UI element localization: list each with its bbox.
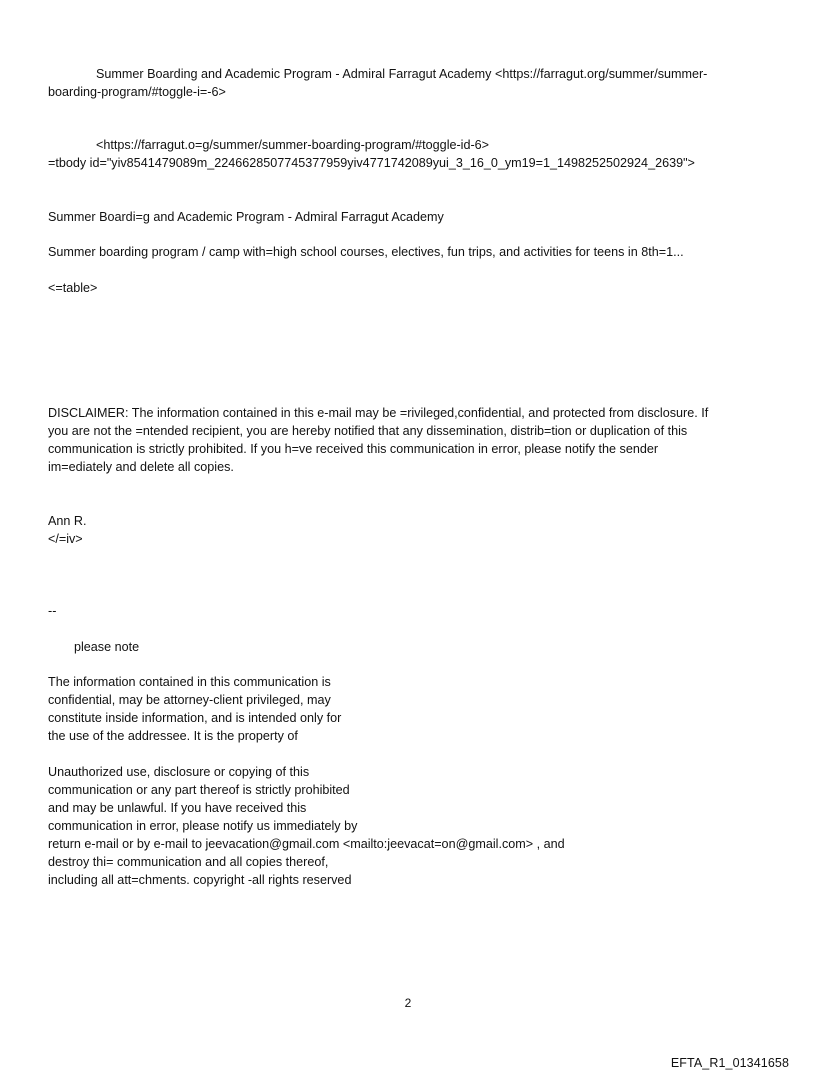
note-line: confidential, may be attorney-client privileged, may <box>48 693 331 707</box>
separator: -- <box>48 604 57 618</box>
disclaimer-line: you are not the =ntended recipient, you are hereby notified that any dissemination, distrib=tion or duplication of this <box>48 424 688 438</box>
note-line: destroy thi= communication and all copies thereof, <box>48 855 329 869</box>
disclaimer-line: DISCLAIMER: The information contained in this e-mail may be =rivileged,confidential, and protected from disclosure. If <box>48 406 709 420</box>
note-line: The information contained in this communication is <box>48 675 331 689</box>
signature-name: Ann R. <box>48 514 87 528</box>
disclaimer-line: communication is strictly prohibited. If you h=ve received this communication in error, please notify the sender <box>48 442 659 456</box>
preview-description: Summer boarding program / camp with=high school courses, electives, fun trips, and activities for teens in 8th=1... <box>48 245 684 259</box>
signature-tag: </=iv> <box>48 532 83 546</box>
table-tag: <=table> <box>48 281 98 295</box>
note-line: communication or any part thereof is strictly prohibited <box>48 783 350 797</box>
page-number: 2 <box>404 996 412 1010</box>
note-line: including all att=chments. copyright -all rights reserved <box>48 873 352 887</box>
note-line: and may be unlawful. If you have received this <box>48 801 307 815</box>
link-line-2: boarding-program/#toggle-i=-6> <box>48 85 226 99</box>
link-line-1: Summer Boarding and Academic Program - Admiral Farragut Academy <https://farragut.org/summer/summer- <box>96 67 708 81</box>
document-id: EFTA_R1_01341658 <box>670 1056 789 1070</box>
link-line-3: <https://farragut.o=g/summer/summer-boarding-program/#toggle-id-6> <box>96 138 490 152</box>
note-line: constitute inside information, and is intended only for <box>48 711 342 725</box>
note-line-email: return e-mail or by e-mail to jeevacation@gmail.com <mailto:jeevacat=on@gmail.com> , and <box>48 837 565 851</box>
preview-title: Summer Boardi=g and Academic Program - Admiral Farragut Academy <box>48 210 444 224</box>
note-line: Unauthorized use, disclosure or copying of this <box>48 765 310 779</box>
note-line: the use of the addressee. It is the property of <box>48 729 298 743</box>
disclaimer-line: im=ediately and delete all copies. <box>48 460 234 474</box>
note-line: communication in error, please notify us immediately by <box>48 819 358 833</box>
note-heading: please note <box>74 640 140 654</box>
tbody-line: =tbody id="yiv8541479089m_2246628507745377959yiv4771742089yui_3_16_0_ym19=1_1498252502924_2639"> <box>48 156 695 170</box>
